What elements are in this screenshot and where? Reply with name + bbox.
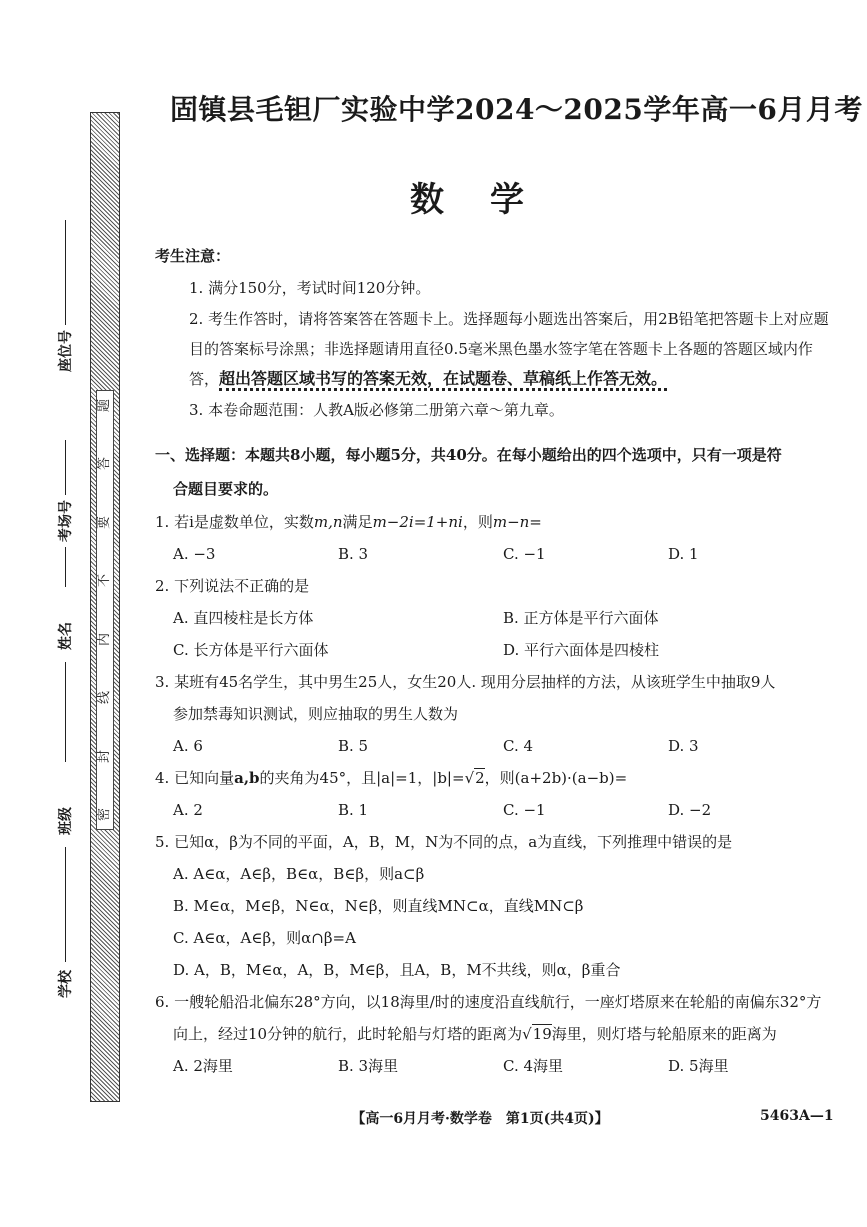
question-text: 的夹角为45°，且|a|=1，|b|= (259, 769, 465, 787)
option-c: C. 4海里 (503, 1057, 564, 1075)
paper-code: 5463A—1 (760, 1108, 834, 1124)
math-expression: m−n= (492, 513, 542, 531)
notice-text: 2. 考生作答时，请将答案答在答题卡上。选择题每小题选出答案后，用2B铅笔把答题卡上对应题目的答案标号涂黑；非选择题请用直径0.5毫米黑色墨水签字笔在答题卡上各题的答题区域内作答， (189, 310, 829, 388)
question-6 (155, 986, 845, 1082)
notice-item (155, 304, 835, 394)
sqrt-value: 2 (475, 769, 485, 787)
option-d: D. 3 (668, 737, 699, 755)
option-c: C. −1 (503, 545, 546, 563)
math-vars: m,n (313, 513, 343, 531)
option-a: A. 2海里 (173, 1057, 233, 1075)
option-d: D. 平行六面体是四棱柱 (503, 641, 660, 659)
exam-room-label: 考场号 (58, 500, 74, 542)
page-footer: 【高一6月月考·数学卷 第1页(共4页)】 (351, 1111, 609, 1127)
exam-room-field[interactable] (50, 440, 80, 587)
option-c: C. 长方体是平行六面体 (173, 641, 329, 659)
option-b: B. 1 (338, 801, 369, 819)
seal-char: 答 (97, 457, 113, 471)
seat-number-field[interactable] (50, 220, 80, 377)
question-4: 4. 已知向量a,b的夹角为45°，且|a|=1，|b|=√2，则(a+2b)·(a−b)= A. 2 B. 1 C. −1 D. −2 (155, 762, 845, 826)
seal-char: 题 (97, 398, 113, 413)
option-d: D. −2 (668, 801, 712, 819)
question-text: ，则 (462, 513, 493, 531)
option-b: B. 正方体是平行六面体 (503, 609, 659, 627)
question-5 (155, 826, 845, 986)
seal-char: 不 (97, 574, 113, 588)
option-d: D. 5海里 (668, 1057, 729, 1075)
name-field[interactable] (50, 610, 80, 762)
option-b: B. 3 (338, 545, 369, 563)
option-a: A. −3 (173, 545, 216, 563)
question-text: 参加禁毒知识测试，则应抽取的男生人数为 (173, 705, 459, 723)
question-text: 3. 某班有45名学生，其中男生25人，女生20人. 现用分层抽样的方法，从该班学生中抽取9人 (155, 673, 776, 691)
option-a: A. 6 (173, 737, 203, 755)
question-text: 6. 一艘轮船沿北偏东28°方向，以18海里/时的速度沿直线航行，一座灯塔原来在轮船的南偏东32°方 (155, 993, 822, 1011)
notice-emphasis: 超出答题区域书写的答案无效，在试题卷、草稿纸上作答无效。 (219, 369, 667, 391)
exam-title: 固镇县毛钽厂实验中学2024～2025学年高一6月月考 (170, 93, 863, 126)
option-a: A. A∈α，A∈β，B∈α，B∈β，则a⊂β (173, 865, 425, 883)
school-field[interactable] (50, 958, 80, 1010)
class-label: 班级 (58, 807, 74, 835)
seal-char: 封 (97, 749, 113, 763)
question-list (155, 506, 845, 1082)
option-d: D. A，B，M∈α，A，B，M∈β，且A，B，M不共线，则α，β重合 (173, 961, 621, 979)
seat-number-label: 座位号 (58, 330, 74, 372)
question-text: 满足 (342, 513, 373, 531)
class-field[interactable] (50, 795, 80, 962)
seal-char: 要 (97, 515, 113, 529)
question-text: 4. 已知向量 (155, 769, 235, 787)
school-label: 学校 (58, 970, 74, 998)
notice-block (155, 240, 835, 426)
question-text: 2. 下列说法不正确的是 (155, 577, 310, 595)
math-vectors: a,b (234, 769, 260, 787)
section-heading-line: 一、选择题：本题共8小题，每小题5分，共40分。在每小题给出的四个选项中，只有一项是符 (155, 446, 782, 464)
notice-item: 1. 满分150分，考试时间120分钟。 (189, 279, 431, 297)
option-a: A. 直四棱柱是长方体 (173, 609, 314, 627)
question-3 (155, 666, 845, 762)
option-c: C. A∈α，A∈β，则α∩β=A (173, 929, 356, 947)
section-heading-line: 合题目要求的。 (173, 480, 279, 498)
sqrt-value: 19 (532, 1025, 552, 1043)
option-b: B. 5 (338, 737, 369, 755)
notice-heading: 考生注意： (155, 247, 231, 265)
name-label: 姓名 (58, 622, 74, 650)
question-text: 向上，经过10分钟的航行，此时轮船与灯塔的距离为√19海里，则灯塔与轮船原来的距离为 (173, 1025, 777, 1043)
seal-char: 内 (97, 632, 113, 646)
seal-char: 线 (97, 691, 113, 705)
seal-line-text (96, 390, 114, 830)
option-d: D. 1 (668, 545, 699, 563)
option-b: B. M∈α，M∈β，N∈α，N∈β，则直线MN⊂α，直线MN⊂β (173, 897, 584, 915)
option-c: C. 4 (503, 737, 534, 755)
math-expression: m−2i=1+ni (372, 513, 463, 531)
question-text: 5. 已知α，β为不同的平面，A，B，M，N为不同的点，a为直线，下列推理中错误的是 (155, 833, 733, 851)
question-text: 1. 若i是虚数单位，实数 (155, 513, 314, 531)
question-1 (155, 506, 845, 570)
notice-item: 3. 本卷命题范围：人教A版必修第二册第六章～第九章。 (189, 401, 564, 419)
subject-title: 数学 (410, 180, 570, 220)
option-a: A. 2 (173, 801, 203, 819)
question-text: 海里，则灯塔与轮船原来的距离为 (551, 1025, 777, 1043)
seal-char: 密 (97, 807, 113, 821)
option-b: B. 3海里 (338, 1057, 399, 1075)
option-c: C. −1 (503, 801, 546, 819)
section-heading (155, 438, 845, 506)
question-2 (155, 570, 845, 666)
question-text: 向上，经过10分钟的航行，此时轮船与灯塔的距离为 (173, 1025, 523, 1043)
question-text: ，则(a+2b)·(a−b)= (484, 769, 628, 787)
